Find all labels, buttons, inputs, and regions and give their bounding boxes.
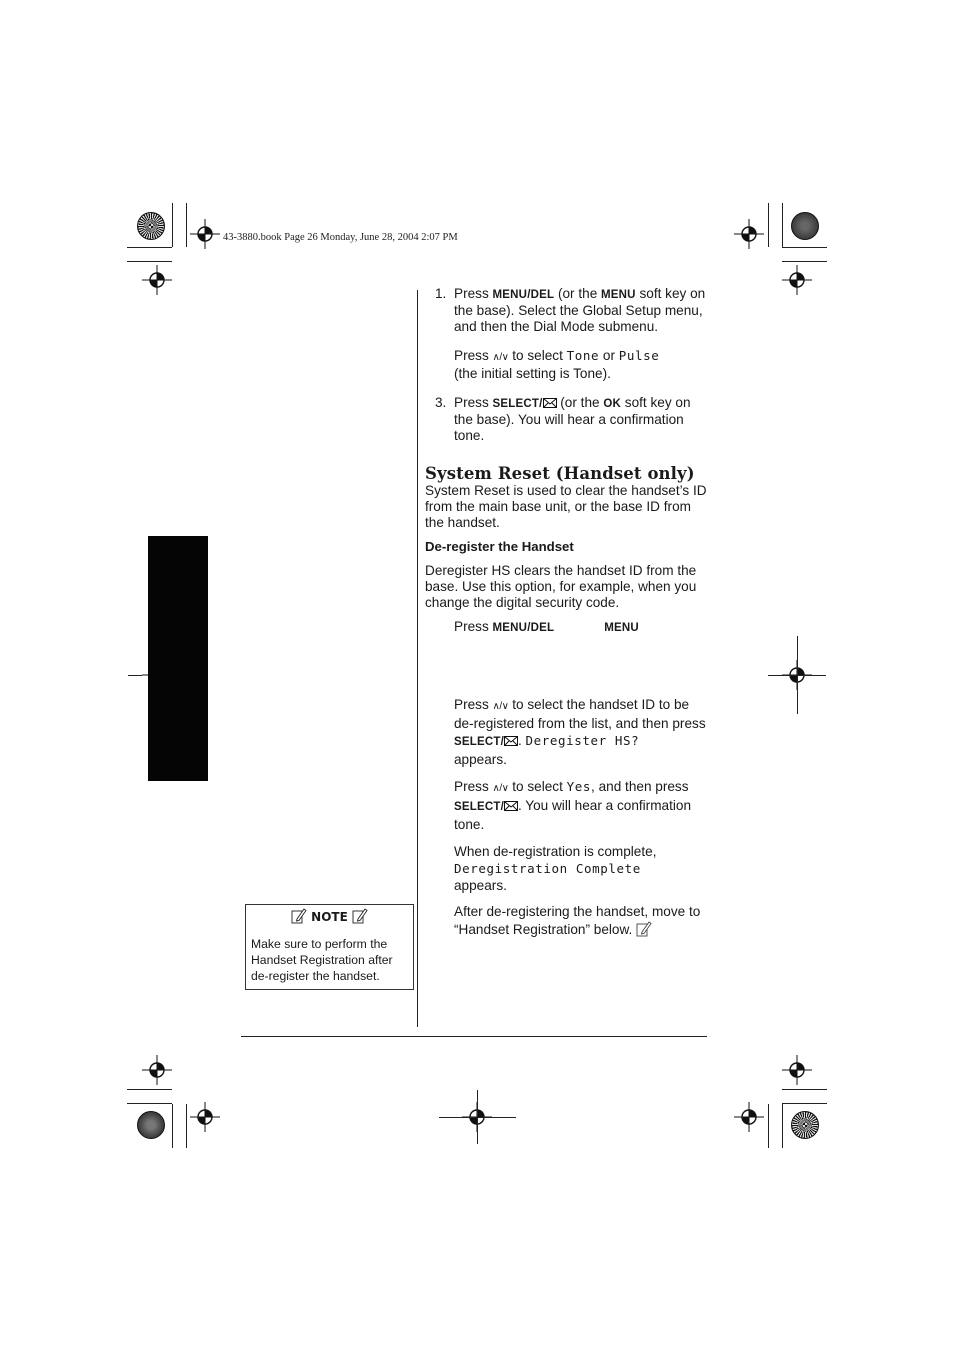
crop-mark [782, 1104, 783, 1148]
column-divider [417, 290, 418, 1027]
section-intro: System Reset is used to clear the handset’s ID from the main base unit, or the base ID from the handset. [425, 483, 707, 530]
crop-mark [127, 247, 172, 248]
deregister-step-1: Press MENU/DEL MENU [454, 619, 639, 634]
envelope-icon [504, 801, 518, 811]
note-pencil-icon [291, 907, 307, 925]
key-label: OK [603, 398, 621, 410]
lcd-text: Deregister HS? [525, 733, 640, 748]
registration-disc-icon [791, 212, 819, 240]
crop-mark [768, 675, 826, 676]
section-title: System Reset (Handset only) [425, 464, 695, 483]
key-label: MENU [604, 622, 639, 634]
registration-target-icon [782, 265, 812, 295]
crop-mark [127, 1103, 172, 1104]
up-down-arrow-icon: ∧/∨ [492, 701, 509, 712]
main-column [425, 286, 710, 938]
key-label: SELECT/ [492, 398, 543, 410]
registration-target-icon [782, 1055, 812, 1085]
deregister-step-4: When de-registration is complete, Deregistration Complete appears. [454, 844, 657, 893]
crop-mark [782, 261, 827, 262]
crop-mark [172, 1104, 173, 1148]
crop-mark [477, 1090, 478, 1144]
key-label: SELECT/ [454, 801, 504, 813]
envelope-icon [543, 398, 557, 408]
subsection-desc: Deregister HS clears the handset ID from the base. Use this option, for example, when you change the digital security code. [425, 563, 697, 610]
crop-mark [186, 1104, 187, 1148]
step-3: 3. Press SELECT/ (or the OK soft key on the base). You will hear a confirmation tone. [435, 395, 691, 443]
crop-mark [782, 1103, 827, 1104]
crop-mark [186, 203, 187, 247]
registration-disc-icon [137, 212, 165, 240]
deregister-step-2: Press ∧/∨ to select the handset ID to be de-registered from the list, and then press SELECT/ . Deregister HS? appears. [454, 697, 706, 767]
step-number: 3. [435, 395, 447, 410]
lcd-text: Pulse [618, 348, 660, 363]
key-label: MENU/DEL [492, 622, 555, 634]
key-label: MENU/DEL [492, 289, 555, 301]
step-2: Press ∧/∨ to select Tone or Pulse (the initial setting is Tone). [454, 348, 660, 381]
registration-target-icon [734, 1102, 764, 1132]
footer-rule [241, 1036, 707, 1037]
note-heading: NOTE [246, 907, 413, 925]
deregister-step-3: Press ∧/∨ to select Yes, and then press SELECT/ . You will hear a confirmation tone. [454, 779, 692, 832]
key-label: SELECT/ [454, 736, 504, 748]
lcd-text: Yes [566, 779, 592, 794]
step-number: 1. [435, 286, 447, 301]
crop-mark [128, 675, 142, 676]
note-text: Make sure to perform the Handset Registration after de-register the handset. [251, 937, 393, 983]
subsection-title: De-register the Handset [425, 539, 574, 554]
note-box [245, 904, 414, 990]
registration-target-icon [734, 219, 764, 249]
crop-mark [782, 203, 783, 247]
crop-mark [172, 203, 173, 247]
step-1: 1. Press MENU/DEL (or the MENU soft key on the base). Select the Global Setup menu, and then the Dial Mode submenu. [435, 286, 706, 334]
registration-disc-icon [791, 1111, 819, 1139]
lcd-text: Tone [566, 348, 600, 363]
registration-target-icon [190, 1102, 220, 1132]
key-label: MENU [601, 289, 636, 301]
crop-mark [782, 1089, 827, 1090]
end-note-pencil-icon [636, 920, 652, 938]
registration-target-icon [142, 265, 172, 295]
registration-disc-icon [137, 1111, 165, 1139]
print-header: 43-3880.book Page 26 Monday, June 28, 2004 2:07 PM [223, 232, 458, 243]
crop-mark [127, 1089, 172, 1090]
lcd-text: Deregistration Complete [454, 861, 641, 876]
crop-mark [768, 203, 769, 247]
up-down-arrow-icon: ∧/∨ [492, 783, 509, 794]
envelope-icon [504, 736, 518, 746]
crop-mark [782, 247, 827, 248]
chapter-tab [148, 536, 208, 781]
deregister-step-5: After de-registering the handset, move to “Handset Registration” below. [454, 904, 701, 937]
registration-target-icon [142, 1055, 172, 1085]
up-down-arrow-icon: ∧/∨ [492, 352, 509, 363]
note-pencil-icon [352, 907, 368, 925]
registration-target-icon [190, 219, 220, 249]
crop-mark [127, 261, 172, 262]
crop-mark [768, 1104, 769, 1148]
